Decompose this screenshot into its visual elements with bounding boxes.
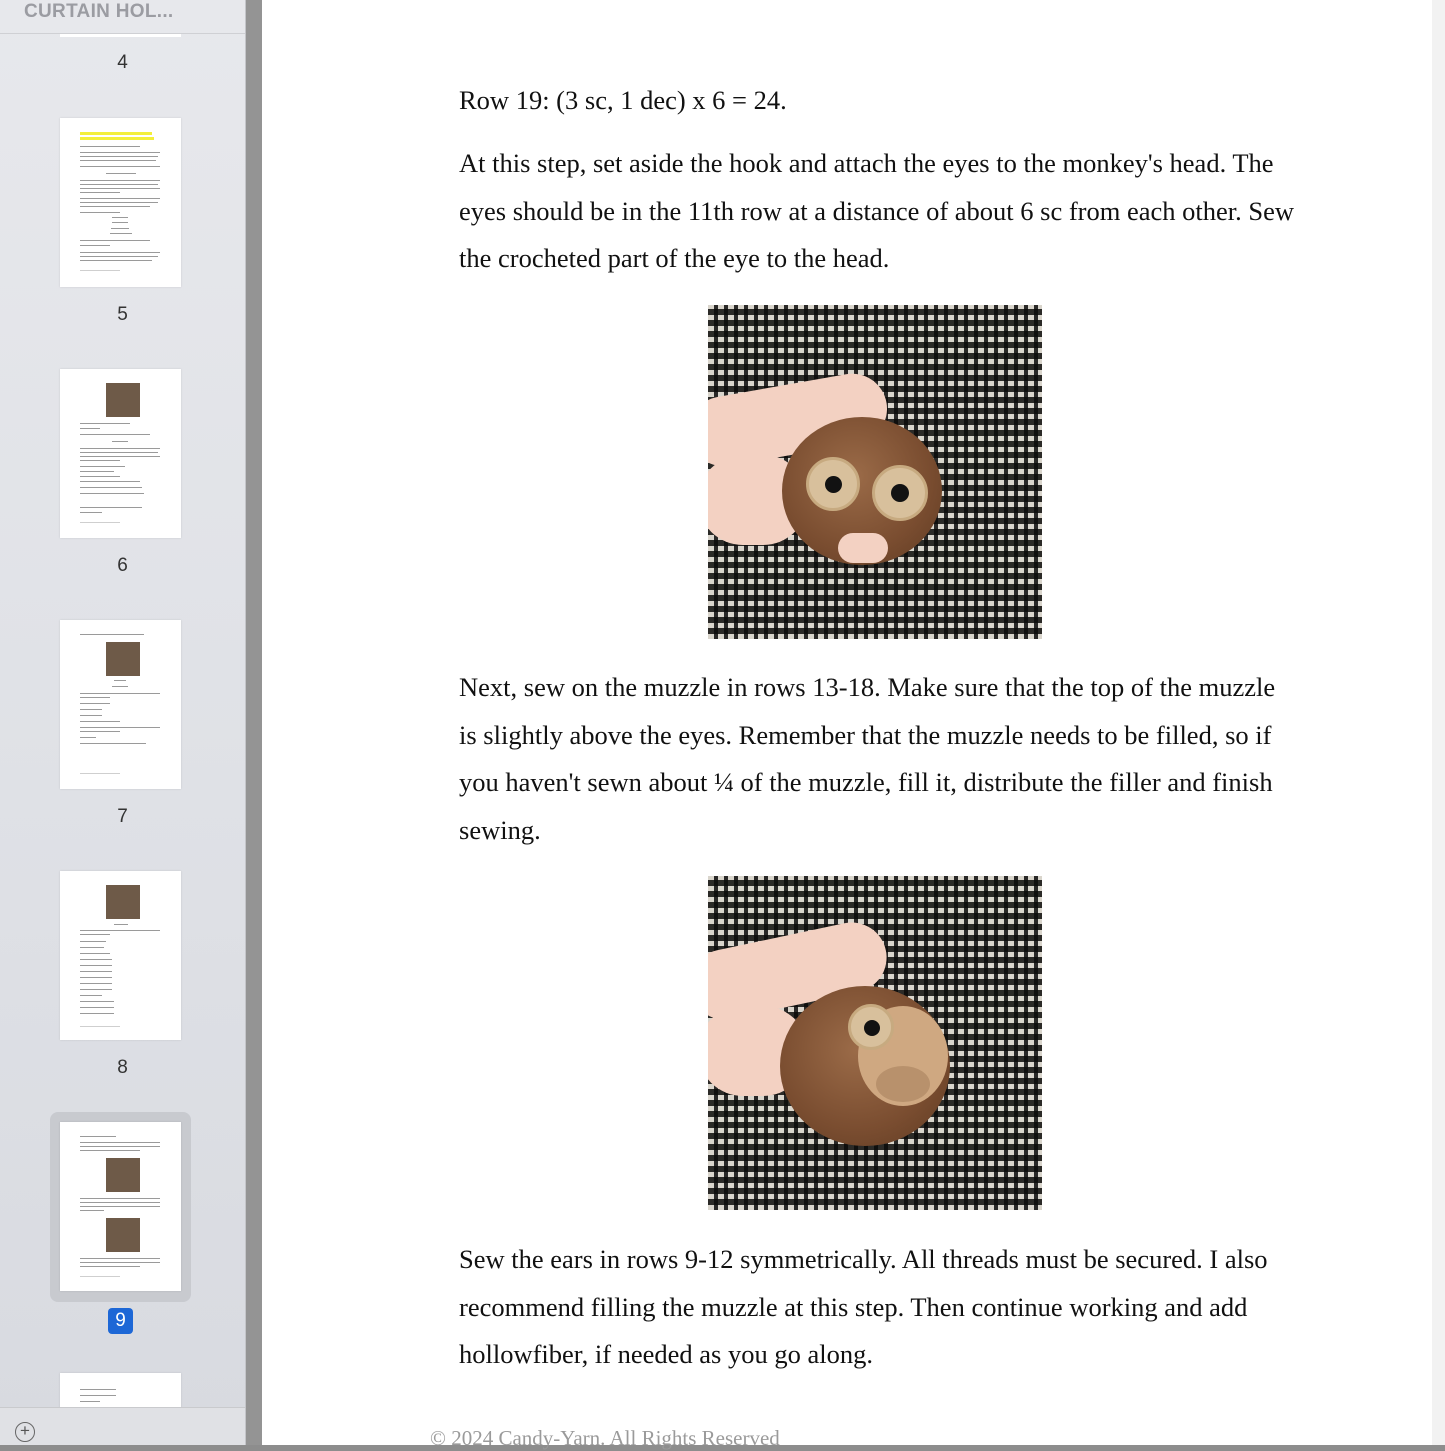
document-page	[262, 0, 1432, 1450]
document-title: CURTAIN HOL...	[24, 1, 174, 22]
paragraph-sew-ears: Sew the ears in rows 9-12 symmetrically. All threads must be secured. I also recommend filling the muzzle at this step. Then continue working and add hollowfiber, if needed as you go along.	[459, 1244, 1268, 1369]
page-number-9-selected: 9	[108, 1308, 133, 1334]
page-number-8: 8	[117, 1057, 128, 1078]
page-number-5: 5	[117, 304, 128, 325]
thumbnail-page-8[interactable]	[60, 871, 181, 1040]
sidebar-divider[interactable]	[246, 0, 262, 1445]
thumbnail-page-6[interactable]	[60, 369, 181, 538]
paragraph-sew-muzzle: Next, sew on the muzzle in rows 13-18. Make sure that the top of the muzzle is slightly above the eyes. Remember that the muzzle needs to be filled, so if you haven't sewn about ¼ of the muzzle, fill it, distribute the filler and finish sewing.	[459, 672, 1276, 845]
photo-head-with-eyes	[708, 305, 1042, 639]
page-number-4: 4	[117, 52, 128, 73]
page-thumbnail-sidebar	[0, 0, 246, 1445]
plus-circle-icon[interactable]: +	[15, 1422, 35, 1442]
page-number-7: 7	[117, 806, 128, 827]
page-number-6: 6	[117, 555, 128, 576]
thumbnail-page-3-edge[interactable]	[60, 34, 181, 37]
copyright-footer: © 2024 Candy-Yarn. All Rights Reserved	[430, 1426, 780, 1450]
thumbnail-page-7[interactable]	[60, 620, 181, 789]
thumbnail-page-9[interactable]	[60, 1122, 181, 1291]
paragraph-row-19: Row 19: (3 sc, 1 dec) x 6 = 24.	[459, 85, 787, 115]
paragraph-attach-eyes: At this step, set aside the hook and attach the eyes to the monkey's head. The eyes should be in the 11th row at a distance of about 6 sc from each other. Sew the crocheted part of the eye to the head.	[459, 148, 1295, 273]
scrollbar-track[interactable]	[1432, 0, 1445, 1445]
sidebar-bottom-bar	[0, 1407, 245, 1445]
photo-head-with-muzzle	[708, 876, 1042, 1210]
thumbnail-page-5[interactable]	[60, 118, 181, 287]
